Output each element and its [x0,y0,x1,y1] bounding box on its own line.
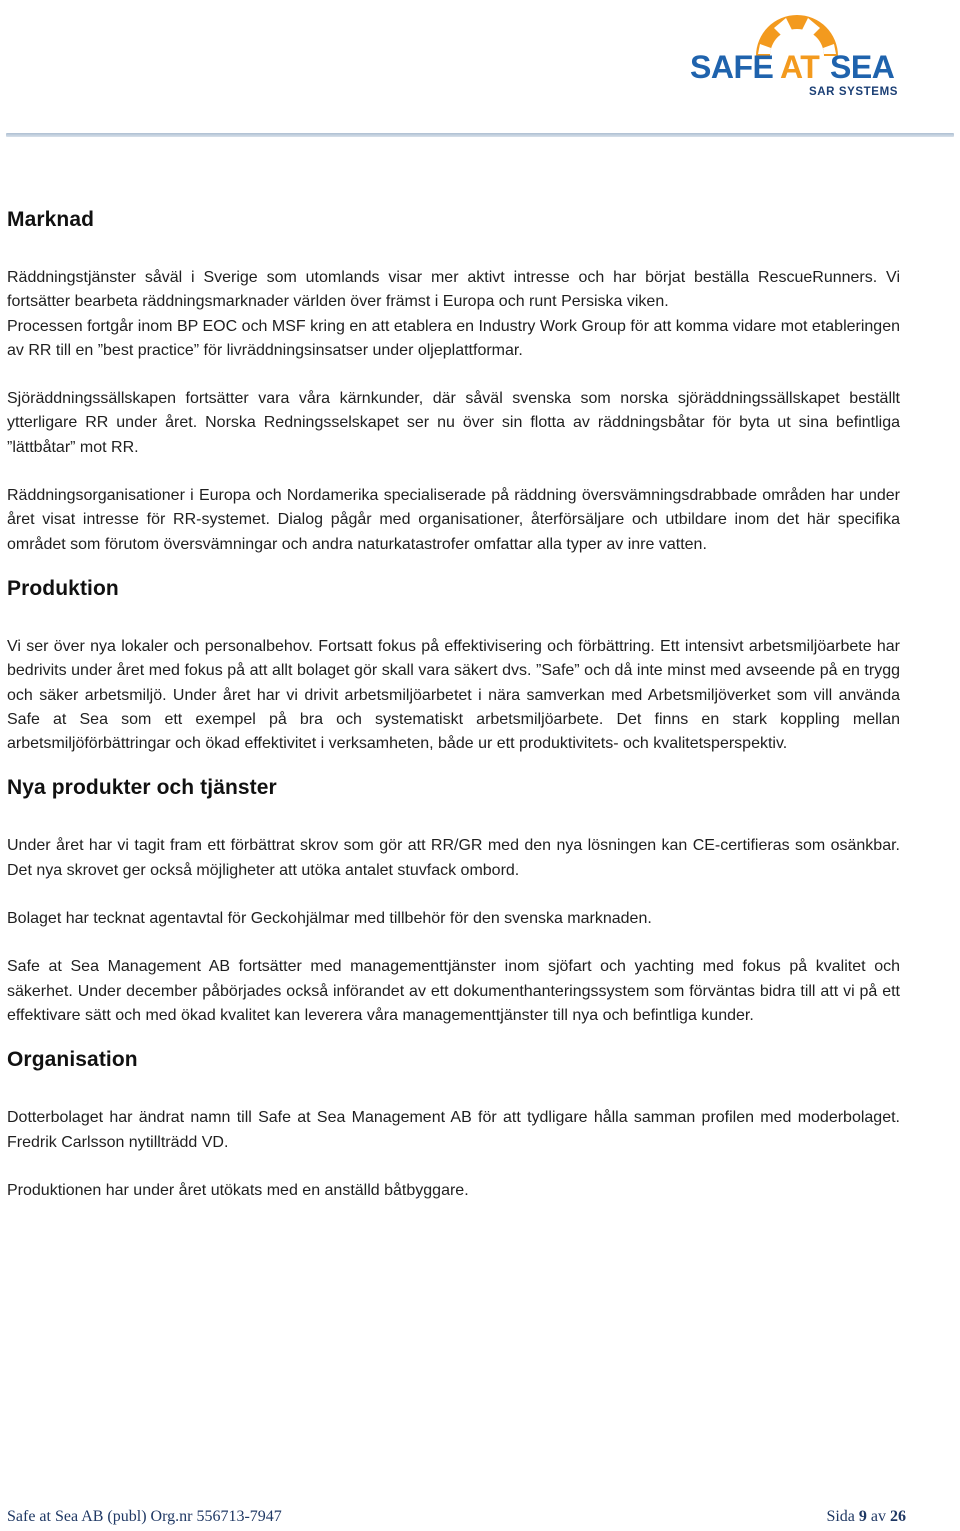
footer-page-of: av [870,1508,886,1525]
svg-text:SEA: SEA [830,49,895,85]
footer-page-current: 9 [858,1508,867,1525]
svg-text:SAFE: SAFE [690,49,774,85]
produktion-paragraph-1: Vi ser över nya lokaler och personalbehov. Fortsatt fokus på effektivisering och förbättring. Ett intensivt arbetsmiljöarbete har bedrivits under året med fokus på att allt bolaget gör skall vara säkert dvs. ”Safe” och då inte minst med avseende på en trygg och säker arbetsmiljö. Under året har vi drivit arbetsmiljöarbetet i nära samverkan med Arbetsmiljöverket som vill använda Safe at Sea som ett exempel på bra och systematiskt arbetsmiljöarbete. Det finns en stark koppling mellan arbetsmiljöförbättringar och ökad effektivitet i verksamheten, både ur ett produktivitets- och kvalitetsperspektiv. [7,637,900,753]
nya-produkter-paragraph-1: Under året har vi tagit fram ett förbättrat skrov som gör att RR/GR med den nya lösningen kan CE-certifieras som osänkbar. Det nya skrovet ger också möjligheter att utöka antalet stuvfack ombord. [7,837,900,879]
heading-organisation: Organisation [7,1048,138,1072]
nya-produkter-paragraph-3: Safe at Sea Management AB fortsätter med managementtjänster inom sjöfart och yachting med fokus på kvalitet och säkerhet. Under december påbörjades också införandet av ett dokumenthanteringssystem som förväntas bidra till att vi på ett effektivare sätt och med ökad kvalitet kan leverera våra managementtjänster till nya och befintliga kunder. [7,958,900,1024]
footer-page-label: Sida [826,1508,855,1525]
organisation-paragraph-1: Dotterbolaget har ändrat namn till Safe at Sea Management AB för att tydligare hålla samman profilen med moderbolaget. Fredrik Carlsson nytillträdd VD. [7,1109,900,1151]
nya-produkter-paragraph-2: Bolaget har tecknat agentavtal för Geckohjälmar med tillbehör för den svenska marknaden. [7,910,652,928]
safe-at-sea-logo [688,6,906,98]
heading-nya-produkter: Nya produkter och tjänster [7,776,277,800]
svg-text:SAR SYSTEMS: SAR SYSTEMS [809,86,899,98]
footer-page-number [826,1508,906,1526]
marknad-paragraph-2: Processen fortgår inom BP EOC och MSF kring en att etablera en Industry Work Group för att komma vidare mot etableringen av RR till en ”best practice” för livräddningsinsatser under oljeplattformar. [7,317,900,359]
page-header [0,0,960,150]
marknad-paragraph-4: Räddningsorganisationer i Europa och Nordamerika specialiserade på räddning översvämningsdrabbade områden har under året visat intresse för RR-systemet. Dialog pågår med organisationer, återförsäljare och utbildare inom det här specifika området som förutom översvämningar och andra naturkatastrofer omfattar alla typer av inre vatten. [7,487,900,553]
marknad-paragraph-3: Sjöräddningssällskapen fortsätter vara våra kärnkunder, där såväl svenska som norska sjöräddningssällskapet beställt ytterligare RR under året. Norska Redningsselskapet ser nu över sin flotta av räddningsbåtar för byta ut sina befintliga ”lättbåtar” mot RR. [7,390,900,456]
svg-text:AT: AT [780,49,820,85]
header-divider [6,133,954,137]
heading-produktion: Produktion [7,576,119,600]
footer-company: Safe at Sea AB (publ) Org.nr 556713-7947 [7,1508,282,1525]
organisation-paragraph-2: Produktionen har under året utökats med en anställd båtbyggare. [7,1181,469,1199]
marknad-paragraph-1: Räddningstjänster såväl i Sverige som utomlands visar mer aktivt intresse och har börjat beställa RescueRunners. Vi fortsätter bearbeta räddningsmarknader världen över främst i Europa och runt Persiska viken. [7,269,900,311]
footer-page-total: 26 [890,1508,906,1525]
document-body [7,205,900,1203]
heading-marknad: Marknad [7,208,95,231]
